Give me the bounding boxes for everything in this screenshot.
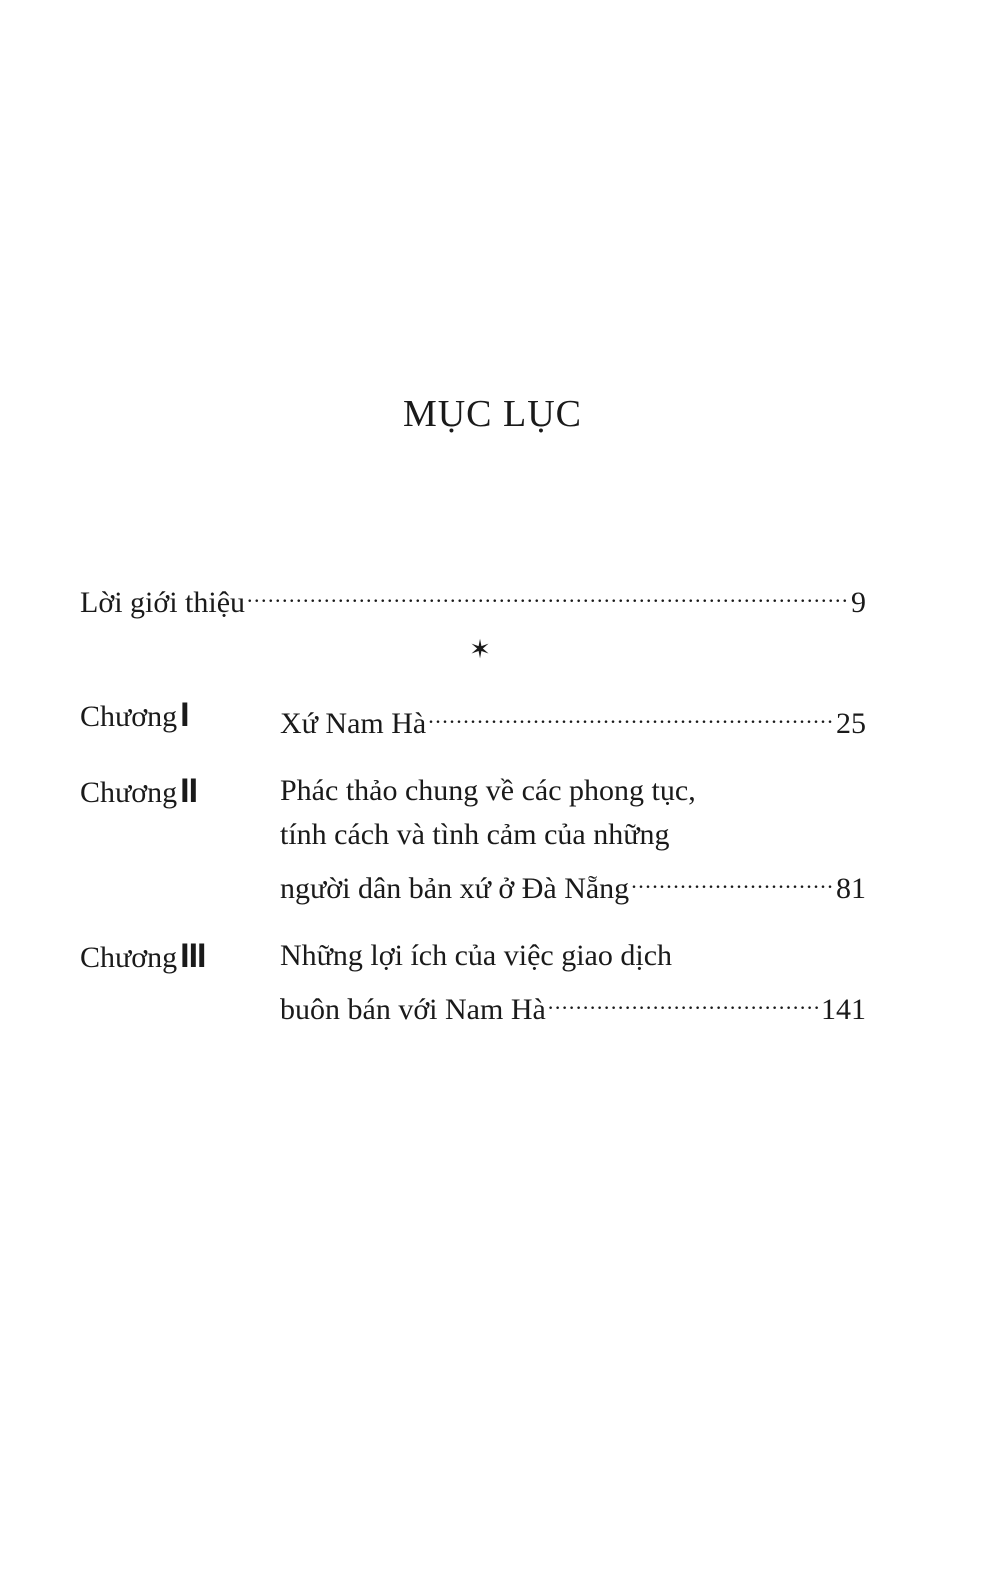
toc-entry-chapter-1[interactable] — [280, 697, 866, 742]
toc-entry-chapter-2-line-2[interactable]: tính cách và tình cảm của những — [280, 818, 670, 851]
chapter-word: Chương — [80, 776, 178, 809]
chapter-label-1 — [80, 697, 189, 735]
toc-entry-chapter-3[interactable] — [280, 983, 866, 1028]
toc-entry-chapter-2-line-1[interactable]: Phác thảo chung về các phong tục, — [280, 774, 696, 807]
dot-leader — [631, 862, 834, 898]
toc-page-number: 81 — [836, 872, 866, 905]
toc-entry-label: buôn bán với Nam Hà — [280, 993, 546, 1026]
toc-entry-label: người dân bản xứ ở Đà Nẵng — [280, 872, 630, 905]
toc-page-number: 141 — [821, 993, 866, 1026]
toc-entry-chapter-3-line-1[interactable]: Những lợi ích của việc giao dịch — [280, 939, 673, 972]
chapter-numeral: III — [180, 937, 206, 975]
dot-leader — [428, 697, 834, 733]
toc-entry-label: Xứ Nam Hà — [280, 707, 427, 740]
dot-leader — [548, 983, 819, 1019]
chapter-numeral: I — [180, 696, 189, 734]
chapter-label-3 — [80, 938, 205, 976]
chapter-label-2 — [80, 773, 197, 811]
toc-page-number: 9 — [851, 586, 866, 619]
page-title: MỤC LỤC — [402, 393, 583, 435]
toc-page-number: 25 — [836, 707, 866, 740]
chapter-numeral: II — [180, 772, 198, 810]
chapter-word: Chương — [80, 941, 178, 974]
star-icon: ✶ — [469, 635, 491, 664]
chapter-word: Chương — [80, 700, 178, 733]
toc-entry-chapter-2[interactable] — [280, 862, 866, 907]
toc-entry-intro[interactable] — [80, 576, 866, 621]
dot-leader — [247, 576, 849, 612]
toc-entry-label: Lời giới thiệu — [80, 586, 246, 619]
